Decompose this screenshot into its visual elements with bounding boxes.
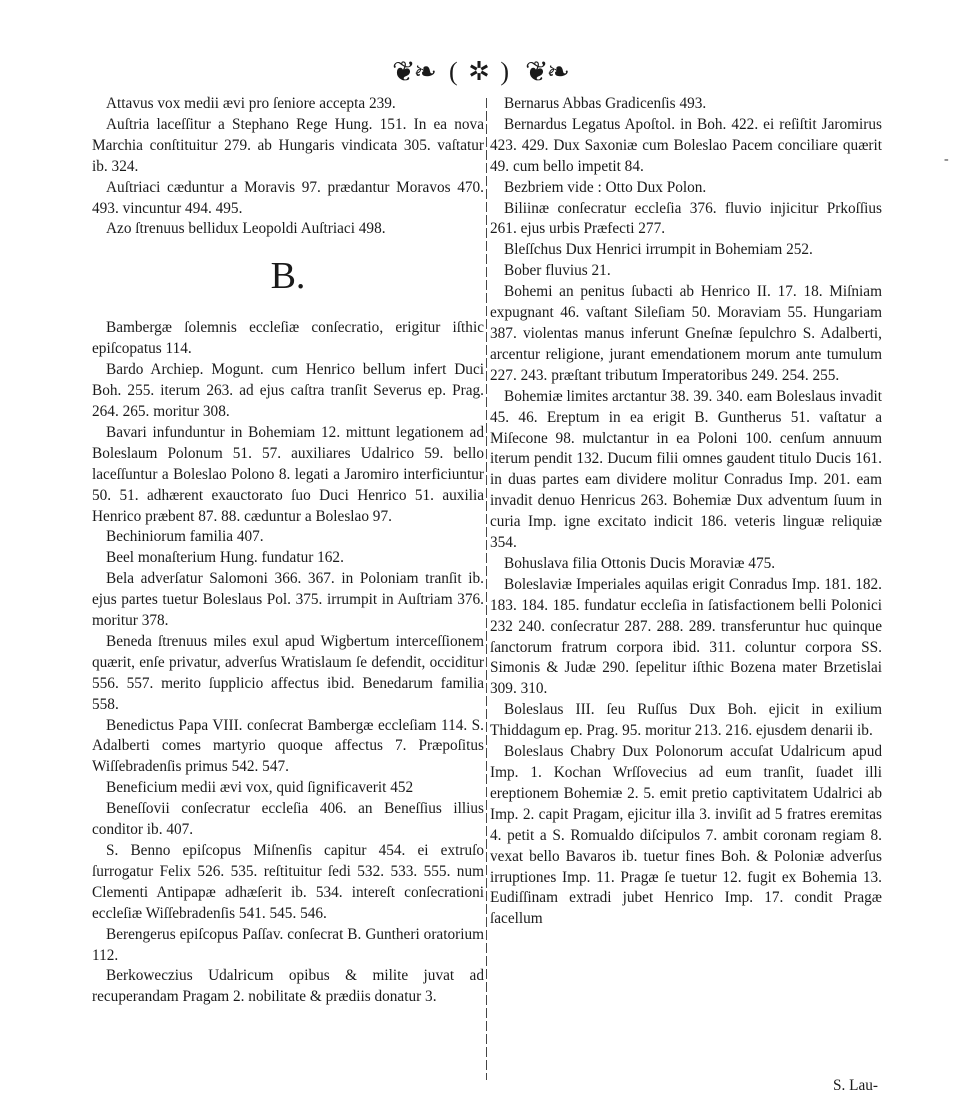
index-entry: Boleslaus Chabry Dux Polonorum accuſat Udalricum apud Imp. 1. Kochan Wrſſovecius ad eum tranſit, ſuadet illi ereptionem Bohemiæ 2. 5. emit pretio captivitatem Udalrici ab Imp. 2. capit Pragam, ejicitur illa 3. inviſit ad 5 fratres eremitas 4. petit a S. Romualdo diſcipulos 7. ambit coronam regiam 8. vexat bello Bavaros ib. tuetur fines Boh. & Poloniæ adverſus irruptiones Imp. 11. Pragæ ſe tuetur 12. fugit ex Bohemia 13. Eudiſſinam extradi jubet Henrico Imp. 17. condit Pragæ ſacellum [490,743,882,928]
right-ornament-icon: ❦❧ [525,57,568,88]
index-entry: Boleslaus III. ſeu Ruſſus Dux Boh. ejicit in exilium Thiddagum ep. Prag. 95. moritur 213. 216. ejusdem denarii ib. [490,701,882,740]
index-entry: Azo ſtrenuus bellidux Leopoldi Auſtriaci 498. [106,220,386,238]
margin-mark: - [944,152,949,167]
index-entry: Boleslaviæ Imperiales aquilas erigit Conradus Imp. 181. 182. 183. 184. 185. fundatur eccleſia in ſatisfactionem belli Polonici 232 240. conſecratur 287. 288. 289. transferuntur huc quinque ſanctorum fratrum corpora ibid. 311. coluntur corpora SS. Simonis & Judæ 290. ſepelitur iſthic Bozena mater Brzetislai 309. 310. [490,575,882,698]
index-entry: Benedictus Papa VIII. conſecrat Bambergæ eccleſiam 114. S. Adalberti comes martyrio quoque affectus 7. Præpoſitus Wiſſebradenſis primus 542. 547. [92,716,484,776]
index-entry: Bober fluvius 21. [504,262,611,280]
index-entry: Auſtriaci cæduntur a Moravis 97. prædantur Moravos 470. 493. vincuntur 494. 495. [92,178,484,217]
section-letter: B. [270,255,306,298]
index-entry: Berkoweczius Udalricum opibus & milite juvat ad recuperandam Pragam 2. nobilitate & prædiis donatur 3. [92,967,484,1006]
index-entry: Bernarus Abbas Gradicenſis 493. [504,95,707,112]
column-divider [486,98,487,1080]
index-entry: Bleſſchus Dux Henrici irrumpit in Bohemiam 252. [504,241,813,259]
page-marker: ( ✲ ) [448,57,512,86]
index-entry: Beel monaſterium Hung. fundatur 162. [106,549,344,567]
catchword: S. Lau- [832,1077,878,1094]
index-entry: Beneda ſtrenuus miles exul apud Wigbertum interceſſionem quærit, enſe privatur, adverſus Wratislaum ſe defendit, occiditur 556. 557. merito ſupplicio affectus ibid. Benedarum familia 558. [92,632,484,713]
index-entry: Beneficium medii ævi vox, quid ſignificaverit 452 [106,779,414,797]
left-ornament-icon: ❦❧ [392,57,435,88]
index-entry: Bechiniorum familia 407. [106,528,264,546]
index-entry: Bezbriem vide : Otto Dux Polon. [504,178,707,196]
index-entry: Beneſſovii conſecratur eccleſia 406. an Beneſſius illius conditor ib. 407. [92,800,484,839]
index-entry: Bohemi an penitus ſubacti ab Henrico II. 17. 18. Miſniam expugnant 46. vaſtant Sileſiam 50. Moraviam 55. Hungariam 387. violentas manus inferunt Gneſnæ ſepulchro S. Adalberti, arcentur religione, jurant emendationem morum ante tumulum 227. 243. præſtant tributum Imperatoribus 249. 254. 255. [490,283,882,384]
left-column [92,94,484,1008]
index-entry: Biliinæ conſecratur eccleſia 376. fluvio injicitur Prkoſſius 261. ejus urbis Præfecti 277. [490,199,882,238]
index-entry: Bohuslava filia Ottonis Ducis Moraviæ 475. [504,554,776,572]
index-entry: Berengerus epiſcopus Paſſav. conſecrat B. Guntheri oratorium 112. [92,925,484,964]
index-entry: S. Benno epiſcopus Miſnenſis capitur 454. ei extruſo ſurrogatur Felix 526. 535. reſtituitur ſedi 532. 533. 555. num Clementi Antipapæ adhæſerit ib. 534. intereſt conſecrationi eccleſiæ Wiſſebradenſis 541. 545. 546. [92,842,484,922]
index-entry: Bernardus Legatus Apoſtol. in Boh. 422. ei reſiſtit Jaromirus 423. 429. Dux Saxoniæ cum Boleslao Pacem conciliare quærit 49. cum bello impetit 84. [490,115,882,175]
index-entry: Bohemiæ limites arctantur 38. 39. 340. eam Boleslaus invadit 45. 46. Ereptum in ea erigit B. Guntherus 51. vaſtatur a Miſecone 98. mulctantur in ea Poloni 100. cenſum annuum iterum pendit 132. Ducum filii omnes gaudent titulo Ducis 161. in duas partes eam dividere molitur Conradus Imp. 201. eam invadit denuo Henricus 263. Bohemiæ Dux adventum ſuum in curia Imp. igne excitato indicit 186. veteris linguæ reliquiæ 354. [490,387,882,552]
index-entry: Bardo Archiep. Mogunt. cum Henrico bellum infert Duci Boh. 255. iterum 263. ad ejus caſtra tranſit Severus ep. Prag. 264. 265. moritur 308. [92,361,484,420]
index-entry: Bela adverſatur Salomoni 366. 367. in Poloniam tranſit ib. ejus partes tuetur Boleslaus Pol. 375. irrumpit in Auſtriam 376. moritur 378. [92,570,484,630]
index-entry: Bambergæ ſolemnis eccleſiæ conſecratio, erigitur iſthic epiſcopatus 114. [92,319,484,358]
index-entry: Bavari infunduntur in Bohemiam 12. mittunt legationem ad Boleslaum Polonum 51. 57. auxiliares Udalrico 59. bello laceſſuntur a Boleslao Polono 8. legati a Jaromiro interficiuntur 50. 51. adhærent exauctorato ſuo Duci Henrico 51. auxilia Henrico præbent 87. 88. cæduntur a Boleslao 97. [92,423,484,525]
page-header [0,52,960,92]
index-entry: Auſtria laceſſitur a Stephano Rege Hung. 151. In ea nova Marchia conſtituitur 279. ab Hungaris vindicata 305. vaſtatur ib. 324. [92,115,484,175]
index-entry: Attavus vox medii ævi pro ſeniore accepta 239. [106,95,396,112]
right-column [490,94,882,930]
